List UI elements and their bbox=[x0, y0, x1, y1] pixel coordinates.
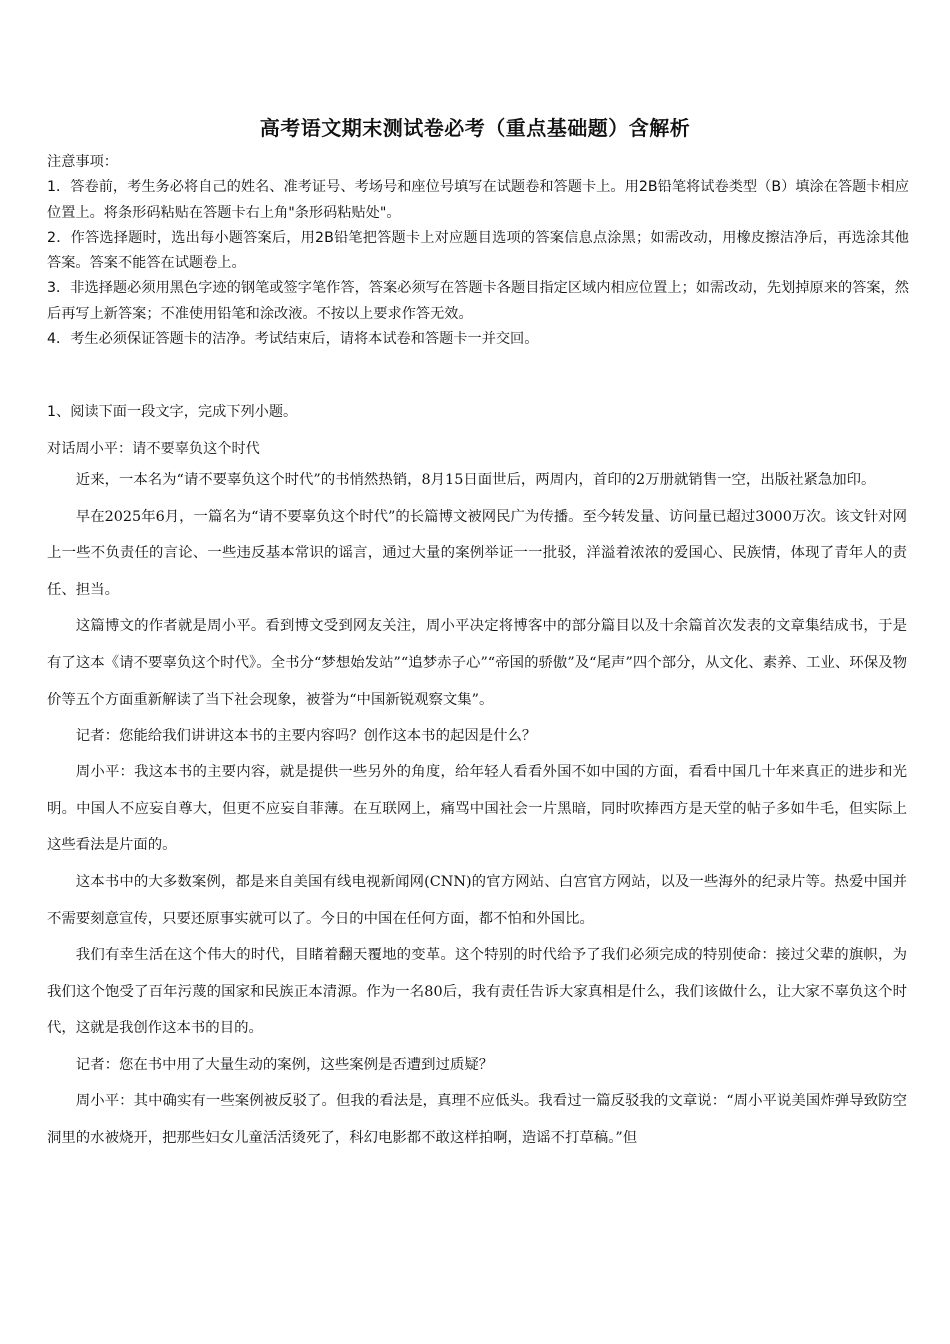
article-paragraph: 这篇博文的作者就是周小平。看到博文受到网友关注，周小平决定将博客中的部分篇目以及十余篇首次发表的文章集结成书，于是有了这本《请不要辜负这个时代》。全书分“梦想始发站”“追梦赤子心”“帝国的骄傲”及“尾声”四个部分，从文化、素养、工业、环保及物价等五个方面重新解读了当下社会现象，被誉为“中国新锐观察文集”。 bbox=[47, 618, 907, 708]
interview-question: 记者：您在书中用了大量生动的案例，这些案例是否遭到过质疑？ bbox=[75, 1056, 494, 1073]
notice-item: 2．作答选择题时，选出每小题答案后，用2B铅笔把答题卡上对应题目选项的答案信息点涂黑；如需改动，用橡皮擦洁净后，再选涂其他答案。答案不能答在试题卷上。 bbox=[47, 229, 909, 272]
notice-heading: 注意事项： bbox=[47, 154, 118, 170]
article-body bbox=[47, 462, 907, 1156]
article-paragraph: 早在2025年6月，一篇名为“请不要辜负这个时代”的长篇博文被网民广为传播。至今转发量、访问量已超过3000万次。该文针对网上一些不负责任的言论、一些违反基本常识的谣言，通过大量的案例举证一一批驳，洋溢着浓浓的爱国心、民族情，体现了青年人的责任、担当。 bbox=[47, 508, 907, 598]
notice-item: 3．非选择题必须用黑色字迹的钢笔或签字笔作答，答案必须写在答题卡各题目指定区域内相应位置上；如需改动，先划掉原来的答案，然后再写上新答案；不准使用铅笔和涂改液。不按以上要求作答无效。 bbox=[47, 280, 909, 322]
notice-block bbox=[47, 150, 909, 352]
article-paragraph: 我们有幸生活在这个伟大的时代，目睹着翻天覆地的变革。这个特别的时代给予了我们必须完成的特别使命：接过父辈的旗帜，为我们这个饱受了百年污蔑的国家和民族正本清源。作为一名80后，我有责任告诉大家真相是什么，我们该做什么，让大家不辜负这个时代，这就是我创作这本书的目的。 bbox=[47, 947, 907, 1037]
question-header bbox=[47, 400, 909, 462]
document-title: 高考语文期末测试卷必考（重点基础题）含解析 bbox=[259, 116, 691, 140]
article-paragraph: 这本书中的大多数案例，都是来自美国有线电视新闻网(CNN)的官方网站、白宫官方网站，以及一些海外的纪录片等。热爱中国并不需要刻意宣传，只要还原事实就可以了。今日的中国在任何方面，都不怕和外国比。 bbox=[47, 873, 907, 927]
question-prompt: 1、阅读下面一段文字，完成下列小题。 bbox=[47, 404, 298, 420]
article-paragraph: 近来，一本名为“请不要辜负这个时代”的书悄然热销，8月15日面世后，两周内，首印的2万册就销售一空，出版社紧急加印。 bbox=[75, 472, 876, 488]
article-paragraph: 周小平：其中确实有一些案例被反驳了。但我的看法是，真理不应低头。我看过一篇反驳我的文章说：“周小平说美国炸弹导致防空洞里的水被烧开，把那些妇女儿童活活烫死了，科幻电影都不敢这样拍啊，造谣不打草稿。”但 bbox=[47, 1092, 907, 1146]
notice-item: 1．答卷前，考生务必将自己的姓名、准考证号、考场号和座位号填写在试题卷和答题卡上。用2B铅笔将试卷类型（B）填涂在答题卡相应位置上。将条形码粘贴在答题卡右上角"条形码粘贴处"。 bbox=[47, 179, 909, 221]
article-paragraph: 周小平：我这本书的主要内容，就是提供一些另外的角度，给年轻人看看外国不如中国的方面，看看中国几十年来真正的进步和光明。中国人不应妄自尊大，但更不应妄自菲薄。在互联网上，痛骂中国社会一片黑暗，同时吹捧西方是天堂的帖子多如牛毛，但实际上这些看法是片面的。 bbox=[47, 764, 907, 854]
notice-item: 4．考生必须保证答题卡的洁净。考试结束后，请将本试卷和答题卡一并交回。 bbox=[47, 331, 539, 348]
article-title: 对话周小平：请不要辜负这个时代 bbox=[47, 441, 260, 457]
interview-question: 记者：您能给我们讲讲这本书的主要内容吗？创作这本书的起因是什么？ bbox=[75, 728, 537, 745]
